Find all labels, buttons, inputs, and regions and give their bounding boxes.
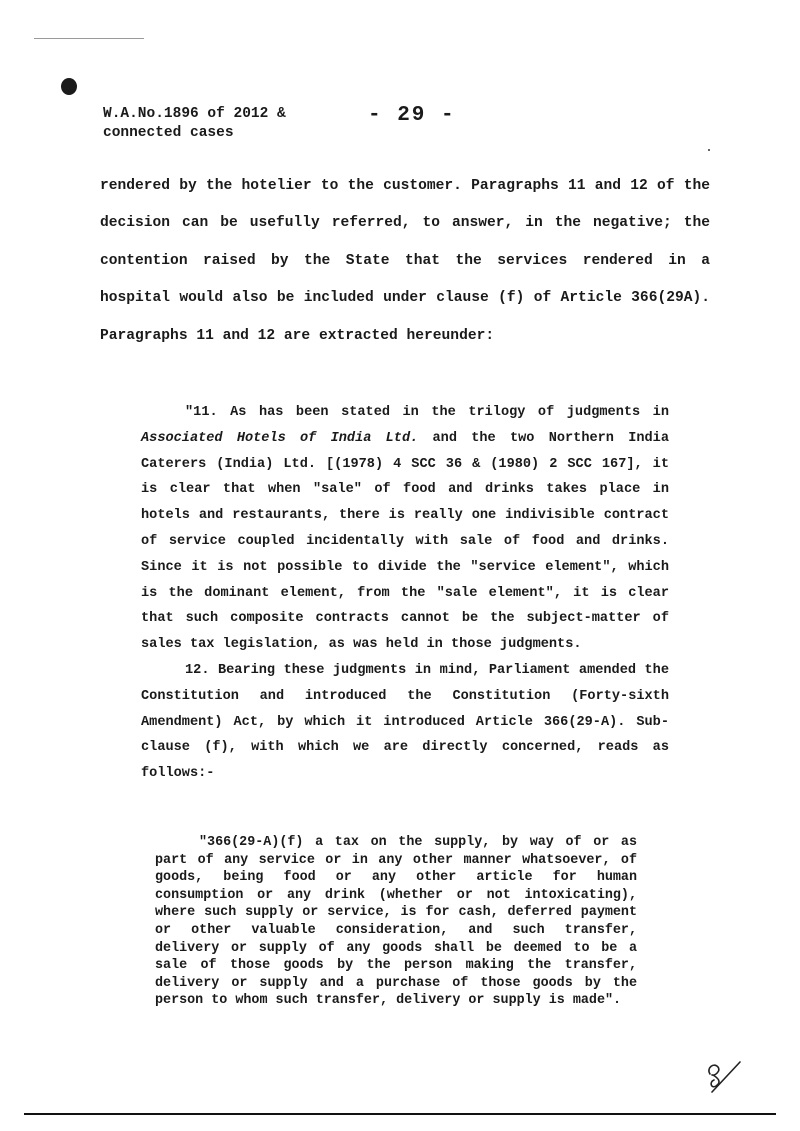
article-366-quote xyxy=(155,834,637,1010)
page-number: - 29 - xyxy=(368,104,456,127)
para11-intro: "11. As has been stated in the trilogy of judgments in xyxy=(185,405,669,420)
judgment-body xyxy=(100,168,710,355)
quote-paragraph-11 xyxy=(141,400,669,658)
para11-rest: and the two Northern India Caterers (India) Ltd. [(1978) 4 SCC 36 & (1980) 2 SCC 167], it is clear that when "sale" of food and drinks takes place in hotels and restaurants, there is really one indivisible contract of service coupled incidentally with sale of food and drinks. Since it is not possible to divide the "service element", which is the dominant element, from the "sale element", it is clear that such composite contracts cannot be the subject-matter of sales tax legislation, as was held in those judgments. xyxy=(141,430,669,653)
case-number-line: W.A.No.1896 of 2012 & xyxy=(103,106,286,122)
punch-hole-mark xyxy=(61,78,77,95)
quote-paragraph-12: 12. Bearing these judgments in mind, Parliament amended the Constitution and introduced the Constitution (Forty-sixth Amendment) Act, by which it introduced Article 366(29-A). Sub-clause (f), with which we are directly concerned, reads as follows:- xyxy=(141,662,669,782)
body-paragraph: rendered by the hotelier to the customer. Paragraphs 11 and 12 of the decision can be usefully referred, to answer, in the negative; the contention raised by the State that the services rendered in a hospital would also be included under clause (f) of Article 366(29A). Paragraphs 11 and 12 are extracted hereunder: xyxy=(100,178,710,344)
article-366-text: "366(29-A)(f) a tax on the supply, by way of or as part of any service or in any other manner whatsoever, of goods, being food or any other article for human consumption or any drink (whether or not intoxicating), where such supply or service, is for cash, deferred payment or other valuable consideration, and such transfer, delivery or supply of any goods shall be deemed to be a sale of those goods by the person making the transfer, delivery or supply and a purchase of those goods by the person to whom such transfer, delivery or supply is made". xyxy=(155,835,637,1009)
case-reference xyxy=(103,105,286,143)
extracted-paragraphs-quote xyxy=(141,400,669,787)
case-name-italic: Associated Hotels of India Ltd. xyxy=(141,430,419,446)
handwritten-initials xyxy=(700,1054,748,1098)
connected-cases-line: connected cases xyxy=(103,125,234,141)
margin-speck xyxy=(708,149,710,151)
bottom-page-rule xyxy=(24,1113,776,1115)
top-scan-rule xyxy=(34,38,144,39)
